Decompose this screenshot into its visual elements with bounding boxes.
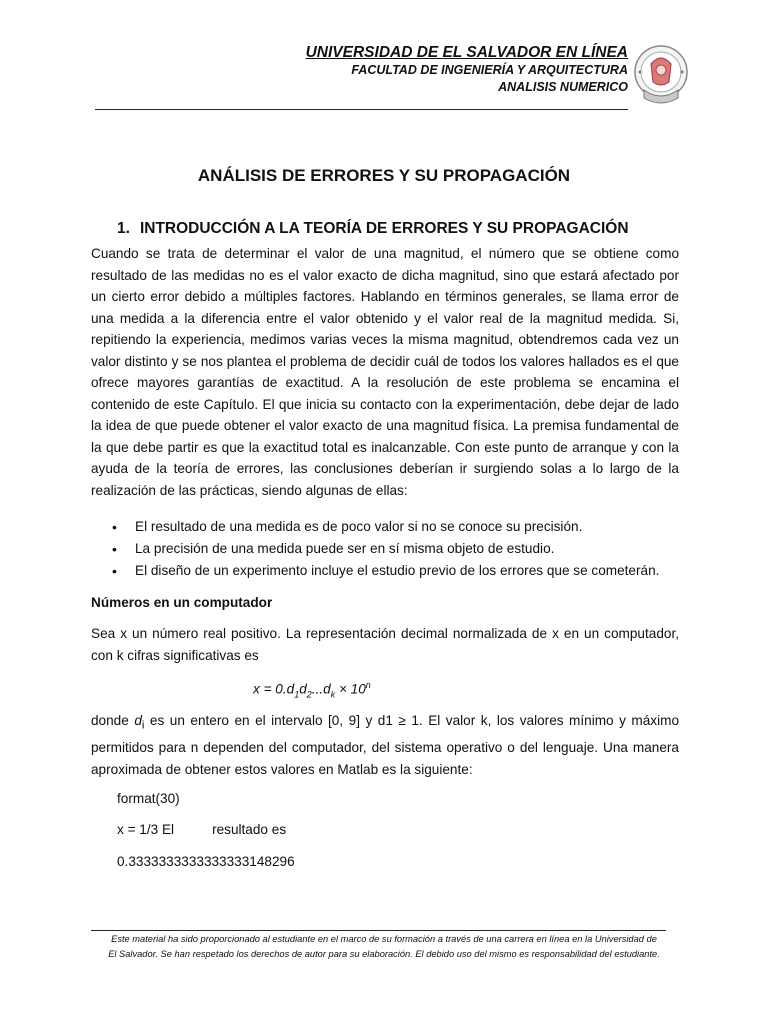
formula-lhs: x = 0.d xyxy=(253,681,295,697)
formula-times: × 10 xyxy=(335,681,366,697)
formula-sub-1: 1 xyxy=(294,689,300,700)
para3-pre: donde xyxy=(91,713,135,728)
representation-paragraph: Sea x un número real positivo. La representación decimal normalizada de x en un computador, con k cifras significativas es xyxy=(91,626,679,663)
para3-post: es un entero en el intervalo [0, 9] y d1 ≥ 1. El valor k, los valores mínimo y máximo permitidos para n dependen del computador, del sistema operativo o del lenguaje. Una manera aproximada de obtener estos valores en Matlab es la siguiente: xyxy=(91,713,680,777)
definition-paragraph xyxy=(91,710,679,780)
section-title: INTRODUCCIÓN A LA TEORÍA DE ERRORES Y SU PROPAGACIÓN xyxy=(139,220,629,237)
formula-exponent: n xyxy=(365,680,371,690)
university-name: UNIVERSIDAD DE EL SALVADOR EN LÍNEA xyxy=(305,44,628,61)
code-line-output: 0.333333333333333314829​6 xyxy=(117,854,295,869)
conclusions-list xyxy=(112,516,672,582)
department-name: ANALISIS NUMERICO xyxy=(498,80,628,94)
section-number: 1. xyxy=(117,220,130,237)
para3-var: d xyxy=(134,713,142,728)
formula-sub-2: 2 xyxy=(306,689,312,700)
code-line-format: format(30) xyxy=(117,791,180,806)
section-heading xyxy=(117,220,629,238)
university-seal-icon xyxy=(632,42,690,114)
list-item: • El resultado de una medida es de poco valor si no se conoce su precisión. xyxy=(112,516,672,538)
footer-note: Este material ha sido proporcionado al estudiante en el marco de su formación a través de una carrera en línea en la Universidad de El Salvador. Se han respetado los derechos de autor para su elaboración. El debido uso del mismo es responsabilidad del estudiante. xyxy=(108,934,660,959)
formula-sub-k: k xyxy=(330,689,336,700)
intro-paragraph: Cuando se trata de determinar el valor de una magnitud, el número que se obtiene como resultado de las medidas no es el valor exacto de dicha magnitud, sino que estará afectado por un cierto error debido a múltiples factores. Hablando en términos generales, se llama error de una medida a la diferencia entre el valor obtenido y el valor real de la magnitud medida. Si, repitiendo la experiencia, medimos varias veces la misma magnitud, obtendremos cada vez un valor distinto y se nos plantea el problema de decidir cuál de todos los valores hallados es el que ofrece mayores garantías de exactitud. A la resolución de este problema se encamina el contenido de este Capítulo. El que inicia su contacto con la experimentación, debe dejar de lado la idea de que puede obtener el valor exacto de una magnitud física. La premisa fundamental de la que debe partir es que la exactitud total es inalcanzable. Con este punto de arranque y con la ayuda de la teoría de errores, las conclusiones deberían ir surgiendo solas a lo largo de la realización de las prácticas, siendo algunas de ellas: xyxy=(91,246,679,498)
subheading: Números en un computador xyxy=(91,595,273,610)
document-title: ANÁLISIS DE ERRORES Y SU PROPAGACIÓN xyxy=(197,166,571,185)
formula-d2: d xyxy=(299,681,307,697)
footer-divider xyxy=(91,930,666,931)
code-line-assign xyxy=(117,822,286,837)
list-item: • La precisión de una medida puede ser en sí misma objeto de estudio. xyxy=(112,538,672,560)
page-header xyxy=(95,44,628,96)
normalized-formula xyxy=(253,680,371,699)
formula-dots: ...d xyxy=(311,681,331,697)
para3-var-sub: i xyxy=(141,719,145,732)
code-result-label: resultado es xyxy=(212,822,287,837)
list-item: • El diseño de un experimento incluye el estudio previo de los errores que se cometerán. xyxy=(112,560,672,582)
header-lines xyxy=(95,44,628,96)
code-assign-text: x = 1/3 El xyxy=(117,822,175,837)
header-divider xyxy=(95,109,628,110)
faculty-name: FACULTAD DE INGENIERÍA Y ARQUITECTURA xyxy=(351,63,628,77)
